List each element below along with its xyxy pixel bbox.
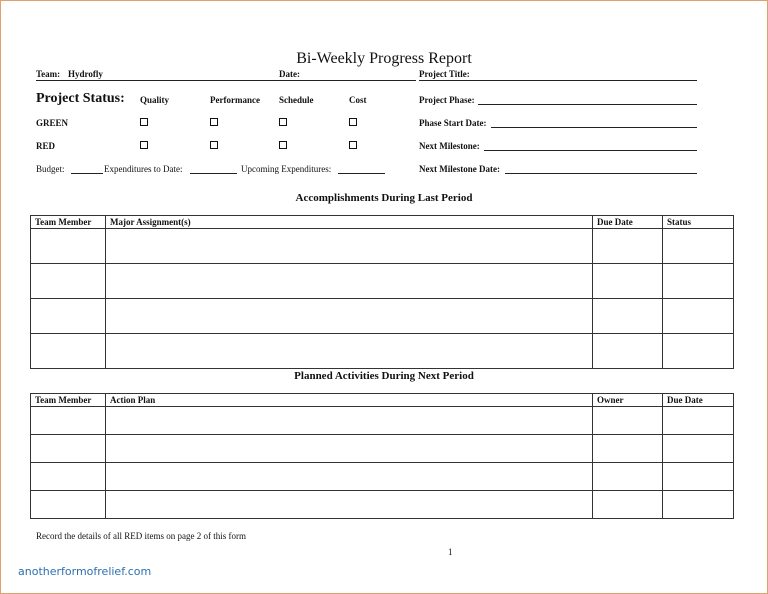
accomplishments-table-cell[interactable] (593, 299, 663, 334)
status-col-cost: Cost (349, 95, 367, 105)
accomplishments-table-cell[interactable] (31, 334, 106, 369)
budget-line[interactable] (71, 173, 103, 174)
accomplishments-table-cell[interactable] (31, 229, 106, 264)
planned-table-cell[interactable] (663, 463, 734, 491)
planned-table-cell[interactable] (31, 435, 106, 463)
accomplishments-table-cell[interactable] (106, 299, 593, 334)
project-phase-label: Project Phase: (419, 95, 475, 105)
project-title-line[interactable] (419, 80, 697, 81)
plan-col-team-member: Team Member (31, 394, 106, 407)
phase-start-date-line[interactable] (491, 127, 697, 128)
accomplishments-table-cell[interactable] (663, 264, 734, 299)
status-col-schedule: Schedule (279, 95, 314, 105)
acc-col-due-date: Due Date (593, 216, 663, 229)
accomplishments-table-cell[interactable] (663, 229, 734, 264)
accomplishments-table-cell[interactable] (106, 264, 593, 299)
project-title-label: Project Title: (419, 69, 470, 79)
accomplishments-header-row (31, 216, 734, 229)
status-row-green: GREEN (36, 118, 69, 128)
project-status-label: Project Status: (36, 91, 125, 106)
planned-table-cell[interactable] (593, 407, 663, 435)
planned-heading: Planned Activities During Next Period (294, 370, 474, 382)
green-cost-checkbox[interactable] (349, 118, 357, 126)
planned-table-cell[interactable] (663, 491, 734, 519)
next-milestone-date-label: Next Milestone Date: (419, 164, 500, 174)
acc-col-major-assignments: Major Assignment(s) (106, 216, 593, 229)
acc-col-team-member: Team Member (31, 216, 106, 229)
accomplishments-table-row (31, 299, 734, 334)
accomplishments-table-cell[interactable] (593, 264, 663, 299)
plan-col-action-plan: Action Plan (106, 394, 593, 407)
planned-table-cell[interactable] (663, 435, 734, 463)
plan-col-due-date: Due Date (663, 394, 734, 407)
date-label: Date: (279, 69, 300, 79)
expenditures-label: Expenditures to Date: (104, 164, 183, 174)
acc-col-status: Status (663, 216, 734, 229)
report-title: Bi-Weekly Progress Report (296, 50, 472, 67)
accomplishments-heading: Accomplishments During Last Period (295, 192, 473, 204)
planned-table-row (31, 463, 734, 491)
status-col-performance: Performance (210, 95, 260, 105)
planned-table-cell[interactable] (593, 435, 663, 463)
planned-header-row (31, 394, 734, 407)
next-milestone-line[interactable] (484, 150, 697, 151)
green-quality-checkbox[interactable] (140, 118, 148, 126)
planned-table-row (31, 435, 734, 463)
planned-table-cell[interactable] (31, 407, 106, 435)
footnote: Record the details of all RED items on page 2 of this form (36, 531, 246, 541)
green-schedule-checkbox[interactable] (279, 118, 287, 126)
watermark: anotherformofrelief.com (18, 565, 152, 578)
header-underline-left (36, 80, 416, 81)
accomplishments-table-cell[interactable] (663, 334, 734, 369)
accomplishments-table-cell[interactable] (106, 334, 593, 369)
plan-col-owner: Owner (593, 394, 663, 407)
planned-table-row (31, 491, 734, 519)
accomplishments-table-cell[interactable] (31, 264, 106, 299)
upcoming-label: Upcoming Expenditures: (241, 164, 332, 174)
planned-table (30, 393, 734, 519)
red-cost-checkbox[interactable] (349, 141, 357, 149)
next-milestone-label: Next Milestone: (419, 141, 480, 151)
accomplishments-table-row (31, 264, 734, 299)
next-milestone-date-line[interactable] (505, 173, 697, 174)
planned-table-cell[interactable] (663, 407, 734, 435)
planned-table-row (31, 407, 734, 435)
planned-table-cell[interactable] (593, 463, 663, 491)
accomplishments-table-row (31, 229, 734, 264)
planned-table-cell[interactable] (106, 407, 593, 435)
planned-table-cell[interactable] (31, 463, 106, 491)
team-label: Team: (36, 69, 61, 79)
accomplishments-table-cell[interactable] (593, 229, 663, 264)
upcoming-line[interactable] (338, 173, 385, 174)
planned-table-cell[interactable] (31, 491, 106, 519)
red-schedule-checkbox[interactable] (279, 141, 287, 149)
red-performance-checkbox[interactable] (210, 141, 218, 149)
red-quality-checkbox[interactable] (140, 141, 148, 149)
page-number: 1 (448, 547, 453, 557)
expenditures-line[interactable] (190, 173, 237, 174)
accomplishments-table-cell[interactable] (663, 299, 734, 334)
planned-table-cell[interactable] (106, 435, 593, 463)
phase-start-date-label: Phase Start Date: (419, 118, 487, 128)
planned-table-cell[interactable] (593, 491, 663, 519)
status-row-red: RED (36, 141, 56, 151)
accomplishments-table (30, 215, 734, 369)
project-phase-line[interactable] (478, 104, 697, 105)
accomplishments-table-cell[interactable] (593, 334, 663, 369)
status-col-quality: Quality (140, 95, 170, 105)
green-performance-checkbox[interactable] (210, 118, 218, 126)
accomplishments-table-cell[interactable] (31, 299, 106, 334)
team-value: Hydrofly (68, 69, 103, 79)
planned-table-cell[interactable] (106, 491, 593, 519)
accomplishments-table-row (31, 334, 734, 369)
planned-table-cell[interactable] (106, 463, 593, 491)
accomplishments-table-cell[interactable] (106, 229, 593, 264)
budget-label: Budget: (36, 164, 65, 174)
